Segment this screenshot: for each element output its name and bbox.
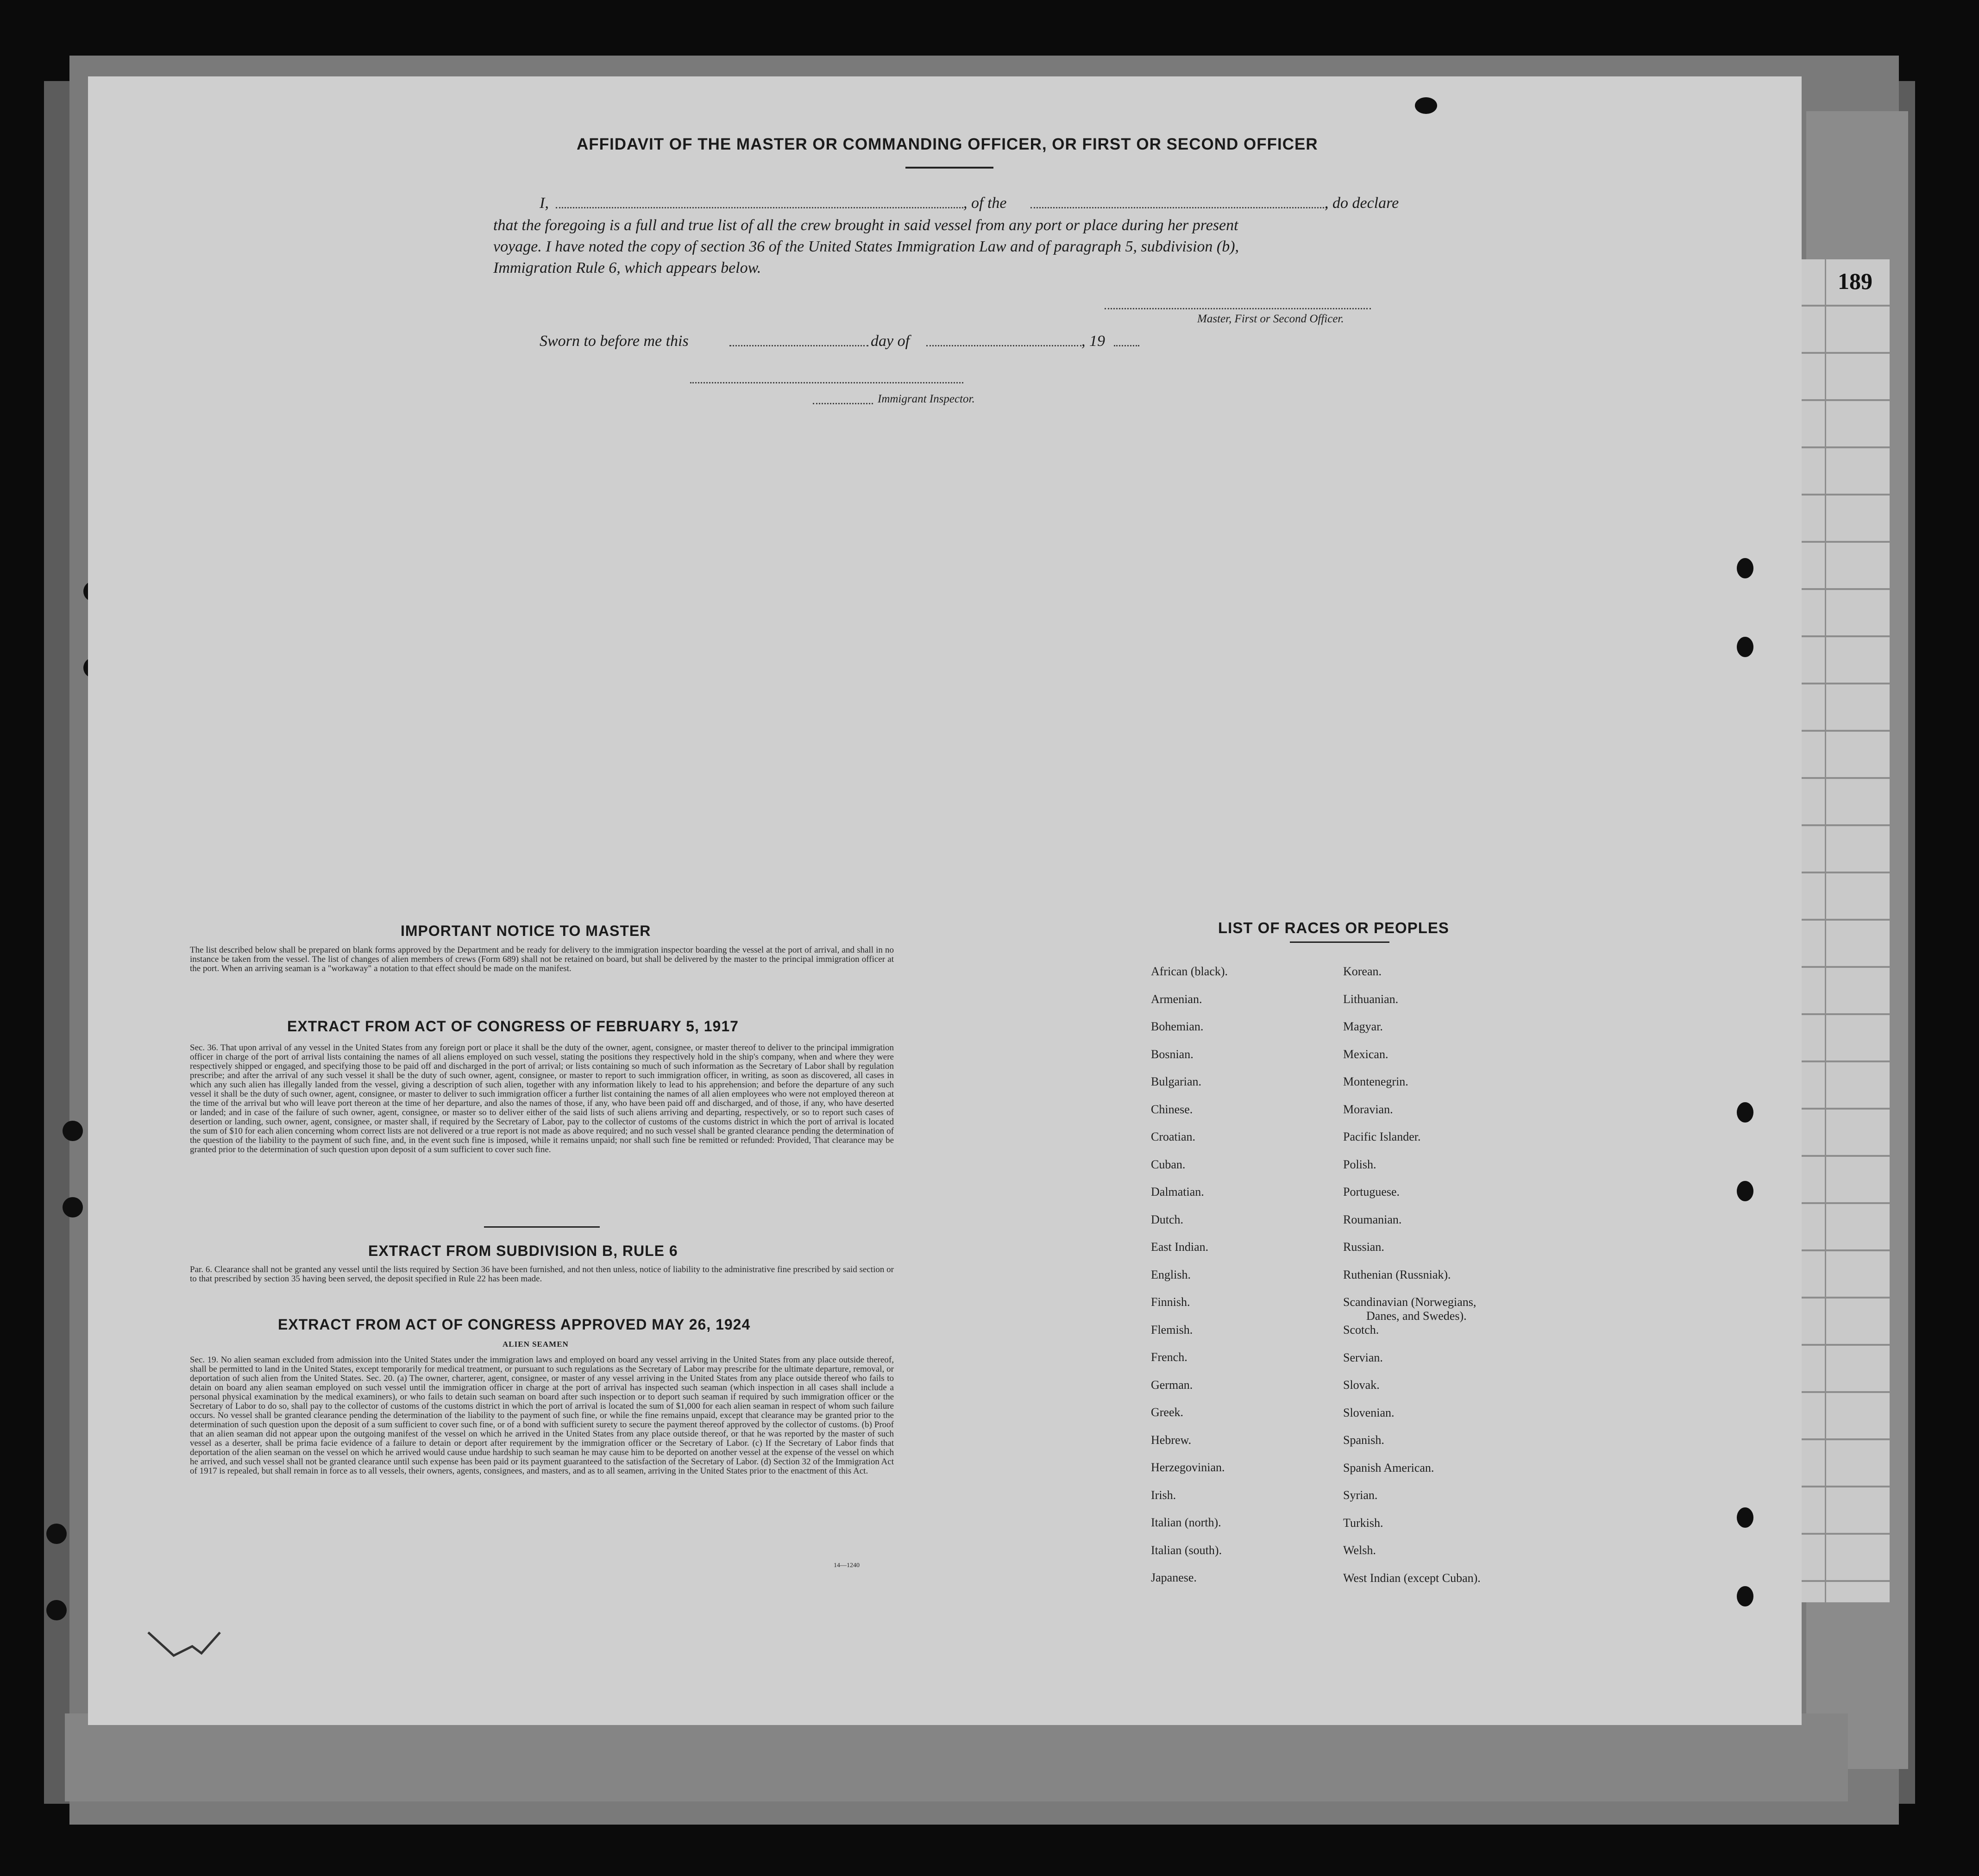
race-item: Finnish. bbox=[1151, 1295, 1190, 1309]
race-item: Syrian. bbox=[1343, 1488, 1378, 1502]
race-item: French. bbox=[1151, 1350, 1187, 1364]
check-mark bbox=[146, 1628, 225, 1683]
race-item: Servian. bbox=[1343, 1350, 1383, 1364]
race-item: Danes, and Swedes). bbox=[1366, 1309, 1467, 1323]
race-item: Scotch. bbox=[1343, 1323, 1379, 1336]
punch-hole bbox=[1737, 1507, 1753, 1528]
race-item: Dalmatian. bbox=[1151, 1185, 1204, 1198]
race-item: Magyar. bbox=[1343, 1020, 1383, 1033]
affidavit-line4: Immigration Rule 6, which appears below. bbox=[493, 259, 761, 276]
race-item: Croatian. bbox=[1151, 1130, 1196, 1143]
race-item: Turkish. bbox=[1343, 1516, 1383, 1530]
extract-rule6-title: EXTRACT FROM SUBDIVISION B, RULE 6 bbox=[368, 1242, 678, 1259]
race-item: African (black). bbox=[1151, 965, 1228, 978]
name-blank[interactable] bbox=[556, 207, 963, 208]
race-item: Hebrew. bbox=[1151, 1433, 1192, 1447]
year-blank[interactable] bbox=[1114, 345, 1139, 346]
race-item: Lithuanian. bbox=[1343, 992, 1399, 1006]
race-item: Spanish. bbox=[1343, 1433, 1384, 1447]
race-item: Korean. bbox=[1343, 965, 1382, 978]
punch-hole bbox=[1737, 637, 1753, 657]
alien-seamen-subtitle: ALIEN SEAMEN bbox=[503, 1340, 569, 1349]
race-item: Chinese. bbox=[1151, 1102, 1193, 1116]
races-title: LIST OF RACES OR PEOPLES bbox=[1218, 919, 1449, 936]
race-item: Moravian. bbox=[1343, 1102, 1393, 1116]
race-item: Greek. bbox=[1151, 1405, 1184, 1419]
race-item: Cuban. bbox=[1151, 1157, 1186, 1171]
ledger-strip bbox=[1797, 259, 1890, 1602]
race-item: Welsh. bbox=[1343, 1543, 1376, 1557]
sworn-text: Sworn to before me this bbox=[540, 333, 689, 350]
affidavit-i: I, bbox=[540, 195, 549, 212]
day-of-text: day of bbox=[871, 333, 910, 350]
race-item: Scandinavian (Norwegians, bbox=[1343, 1295, 1476, 1309]
month-blank[interactable] bbox=[926, 345, 1081, 346]
master-caption: Master, First or Second Officer. bbox=[1197, 313, 1344, 325]
punch-hole bbox=[63, 1197, 83, 1217]
race-item: Pacific Islander. bbox=[1343, 1130, 1421, 1143]
page-number: 189 bbox=[1838, 268, 1872, 294]
vessel-blank[interactable] bbox=[1030, 207, 1327, 208]
notice-title: IMPORTANT NOTICE TO MASTER bbox=[401, 922, 651, 939]
punch-hole bbox=[1415, 97, 1437, 114]
race-item: Slovenian. bbox=[1343, 1405, 1395, 1419]
race-item: Russian. bbox=[1343, 1240, 1384, 1254]
affidavit-line2: that the foregoing is a full and true list of all the crew brought in said vessel from any port or place during her present bbox=[493, 217, 1238, 234]
extract-rule6-text: Par. 6. Clearance shall not be granted any vessel until the lists required by Section 36 have been furnished, and not then unless, notice of liability to the administrative fine prescribed by said section or to that prescribed by section 35 having been served, the deposit specified in Rule 22 has been made. bbox=[190, 1265, 894, 1284]
master-signature-blank[interactable] bbox=[1105, 308, 1371, 309]
punch-hole bbox=[63, 1121, 83, 1141]
form-number: 14—1240 bbox=[834, 1562, 860, 1569]
inspector-lead bbox=[813, 403, 873, 404]
divider bbox=[905, 167, 993, 169]
divider bbox=[1290, 941, 1389, 943]
race-item: Roumanian. bbox=[1343, 1212, 1402, 1226]
race-item: Dutch. bbox=[1151, 1212, 1184, 1226]
race-item: English. bbox=[1151, 1267, 1191, 1281]
race-item: Herzegovinian. bbox=[1151, 1461, 1225, 1474]
race-item: Japanese. bbox=[1151, 1571, 1197, 1584]
race-item: Irish. bbox=[1151, 1488, 1176, 1502]
race-item: East Indian. bbox=[1151, 1240, 1209, 1254]
extract-1917-text: Sec. 36. That upon arrival of any vessel in the United States from any foreign port or place it shall be the duty of the owner, agent, consignee, or master thereof to deliver to the principal immigration officer in charge of the port of arrival lists containing the names of all aliens employed on such vessel, stating the positions they respectively hold in the ship's company, when and where they were respectively shipped or engaged, and specifying those to be paid off and discharged in the port of arrival; or lists containing so much of such information as the Secretary of Labor shall by regulation prescribe; and after the arrival of any such vessel it shall be the duty of such owner, agent, consignee, or master to report to such immigration officer, in writing, as soon as discovered, all cases in which any such alien has illegally landed from the vessel, giving a description of such alien, together with any information likely to lead to his apprehension; and before the departure of any such vessel it shall be the duty of such owner, agent, consignee, or master to deliver to such immigration officer a further list containing the names of all alien employees who were not employed thereon at the time of the arrival but who will leave port thereon at the time of her departure, and also the names of those, if any, who have been paid off and discharged, and of those, if any, who have deserted or landed; and in case of the failure of such owner, agent, consignee, or master so to deliver either of the said lists of such aliens arriving and departing, respectively, or so to report such cases of desertion or landing, such owner, agent, consignee, or master shall, if required by the Secretary of Labor, pay to the collector of customs of the customs district in which the port of arrival is located the sum of $10 for each alien concerning whom correct lists are not delivered or a true report is not made as above required; and no such vessel shall be granted clearance pending the determination of the question of the liability to the payment of such fine, and, in the event such fine is imposed, while it remains unpaid; nor shall such fine be remitted or refunded: Provided, That clearance may be granted prior to the determination of such question upon deposit of a sum sufficient to cover such fine. bbox=[190, 1043, 894, 1154]
punch-hole bbox=[46, 1524, 67, 1544]
race-item: Armenian. bbox=[1151, 992, 1202, 1006]
punch-hole bbox=[1737, 558, 1753, 578]
inspector-signature-blank[interactable] bbox=[690, 382, 963, 383]
race-item: Ruthenian (Russniak). bbox=[1343, 1267, 1451, 1281]
punch-hole bbox=[1737, 1102, 1753, 1123]
affidavit-title: AFFIDAVIT OF THE MASTER OR COMMANDING OFFICER, OR FIRST OR SECOND OFFICER bbox=[577, 135, 1318, 153]
race-item: Italian (south). bbox=[1151, 1543, 1222, 1557]
race-item: Italian (north). bbox=[1151, 1516, 1221, 1529]
notice-text: The list described below shall be prepared on blank forms approved by the Department and be ready for delivery to the immigration inspector boarding the vessel at the port of arrival, and shall in no instance be taken from the vessel. The list of changes of alien members of crews (Form 689) shall not be retained on board, but shall be delivered by the master to the principal immigration officer at the port. When an arriving seaman is a "workaway" a notation to that effect should be made on the manifest. bbox=[190, 945, 894, 973]
race-item: Portuguese. bbox=[1343, 1185, 1400, 1198]
race-item: Bulgarian. bbox=[1151, 1075, 1202, 1088]
extract-1924-title: EXTRACT FROM ACT OF CONGRESS APPROVED MAY 26, 1924 bbox=[278, 1316, 751, 1333]
extract-1917-title: EXTRACT FROM ACT OF CONGRESS OF FEBRUARY 5, 1917 bbox=[287, 1018, 739, 1035]
document-page bbox=[88, 76, 1802, 1725]
race-item: Polish. bbox=[1343, 1157, 1376, 1171]
punch-hole bbox=[46, 1600, 67, 1620]
race-item: West Indian (except Cuban). bbox=[1343, 1571, 1481, 1585]
punch-hole bbox=[1737, 1586, 1753, 1606]
race-item: German. bbox=[1151, 1378, 1193, 1392]
race-item: Bohemian. bbox=[1151, 1020, 1204, 1033]
race-item: Montenegrin. bbox=[1343, 1075, 1408, 1088]
affidavit-declare: , do declare bbox=[1325, 195, 1399, 212]
year-text: , 19 bbox=[1081, 333, 1105, 350]
race-item: Slovak. bbox=[1343, 1378, 1380, 1392]
race-item: Flemish. bbox=[1151, 1323, 1193, 1336]
affidavit-of-the: , of the bbox=[963, 195, 1007, 212]
inspector-caption: Immigrant Inspector. bbox=[878, 393, 975, 405]
day-blank[interactable] bbox=[729, 345, 868, 346]
divider bbox=[484, 1226, 600, 1228]
race-item: Bosnian. bbox=[1151, 1047, 1194, 1061]
race-item: Spanish American. bbox=[1343, 1461, 1434, 1474]
background-sheet-bottom bbox=[65, 1713, 1848, 1801]
race-item: Mexican. bbox=[1343, 1047, 1388, 1061]
extract-1924-text: Sec. 19. No alien seaman excluded from admission into the United States under the immigration laws and employed on board any vessel arriving in the United States from any place outside thereof, shall be permitted to land in the United States, except temporarily for medical treatment, or pursuant to such regulations as the Secretary of Labor may prescribe for the ultimate departure, removal, or deportation of such alien from the United States. Sec. 20. (a) The owner, charterer, agent, consignee, or master of any vessel arriving in the United States from any place outside thereof who fails to detain on board any alien seaman employed on such vessel until the immigration officer in charge at the port of arrival has inspected such seaman (which inspection in all cases shall include a personal physical examination by the medical examiners), or who fails to detain such seaman on board after such inspection or to deport such seaman if required by such immigration officer or the Secretary of Labor to do so, shall pay to the collector of customs of the customs district in which the port of arrival is located the sum of $1,000 for each alien seaman in respect of whom such failure occurs. No vessel shall be granted clearance pending the determination of the liability to the payment of such fine, or while the fine remains unpaid, except that clearance may be granted prior to the determination of such question upon the deposit of a sum sufficient to cover such fine, or of a bond with sufficient surety to secure the payment thereof approved by the collector of customs. (b) Proof that an alien seaman did not appear upon the outgoing manifest of the vessel on which he arrived in the United States from any place outside thereof, or that he was reported by the master of such vessel as a deserter, shall be prima facie evidence of a failure to detain or deport after requirement by the immigration officer or the Secretary of Labor. (c) If the Secretary of Labor finds that deportation of the alien seaman on the vessel on which he arrived would cause undue hardship to such seaman he may cause him to be deported on another vessel at the expense of the vessel on which he arrived, and such vessel shall not be granted clearance until such expense has been paid or its payment guaranteed to the satisfaction of the Secretary of Labor. (d) Section 32 of the Immigration Act of 1917 is repealed, but shall remain in force as to all vessels, their owners, agents, consignees, and masters, and as to all seamen, arriving in the United States prior to the enactment of this Act. bbox=[190, 1355, 894, 1476]
punch-hole bbox=[1737, 1181, 1753, 1201]
affidavit-line3: voyage. I have noted the copy of section 36 of the United States Immigration Law and of paragraph 5, subdivision (b), bbox=[493, 238, 1239, 255]
